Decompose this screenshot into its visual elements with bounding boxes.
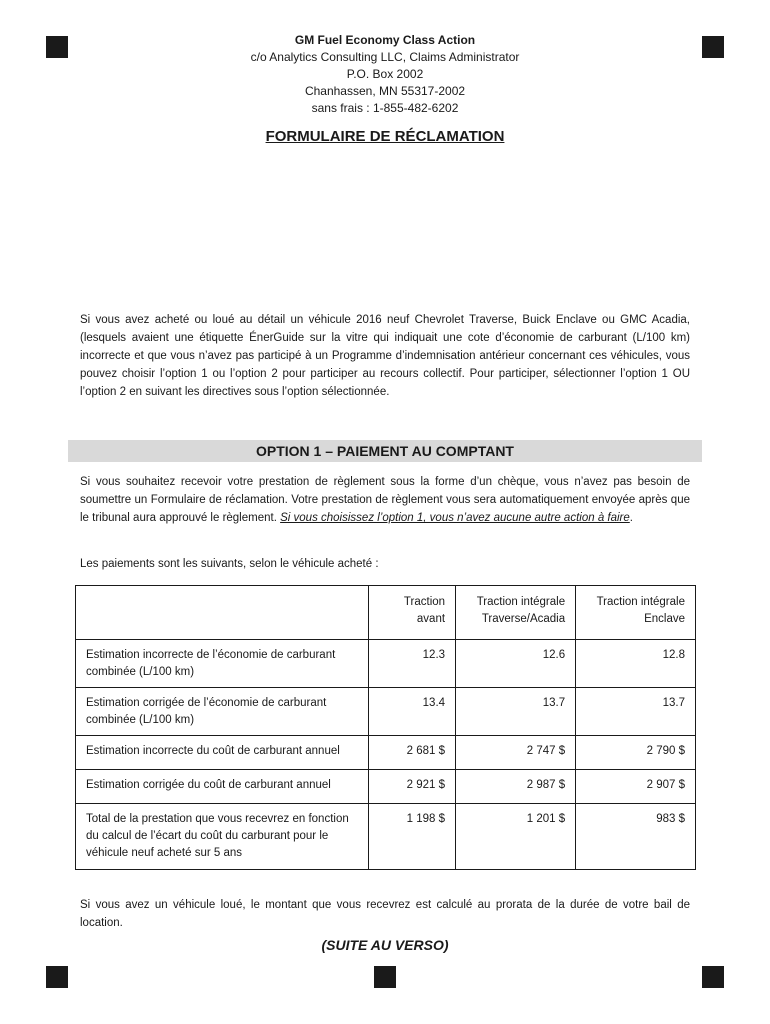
row-value: 12.8: [576, 640, 696, 688]
option-1-period: .: [629, 512, 633, 524]
registration-mark-bottom-right: [702, 966, 724, 988]
row-value: 2 790 $: [576, 736, 696, 770]
payment-table: [75, 585, 696, 870]
table-header-row: [76, 586, 696, 640]
row-value: 13.4: [368, 688, 456, 736]
table-header-cell: Traction intégrale Enclave: [576, 586, 696, 640]
row-value: 12.3: [368, 640, 456, 688]
table-header-cell: Traction avant: [368, 586, 456, 640]
row-value: 1 201 $: [456, 804, 576, 870]
lease-note: Si vous avez un véhicule loué, le montant que vous recevrez est calculé au prorata de la durée de votre bail de location.: [80, 899, 690, 929]
row-label: Estimation corrigée du coût de carburant annuel: [76, 770, 369, 804]
table-header-cell: Traction intégrale Traverse/Acadia: [456, 586, 576, 640]
registration-mark-bottom-left: [46, 966, 68, 988]
intro-paragraph: Si vous avez acheté ou loué au détail un véhicule 2016 neuf Chevrolet Traverse, Buick Enclave ou GMC Acadia,(lesquels avaient une étiquette ÉnerGuide sur la vitre qui indiquait une cote d’économie de carburant (L/100 km) incorrecte et que vous n’avez pas participé à un Programme d’indemnisation antérieur concernant ces véhicules, vous pouvez choisir l’option 1 ou l’option 2 pour participer au recours collectif. Pour participer, sélectionner l’option 1 OU l’option 2 en suivant les directives sous l’option sélectionnée.: [80, 314, 690, 398]
row-value: 2 681 $: [368, 736, 456, 770]
registration-mark-bottom-center: [374, 966, 396, 988]
option-1-paragraph: [80, 473, 690, 527]
row-value: 2 987 $: [456, 770, 576, 804]
option-1-title-bar: OPTION 1 – PAIEMENT AU COMPTANT: [68, 440, 702, 462]
table-row: [76, 688, 696, 736]
row-value: 13.7: [576, 688, 696, 736]
table-row: [76, 736, 696, 770]
option-1-emphasis: Si vous choisissez l’option 1, vous n’avez aucune autre action à faire: [280, 512, 630, 524]
row-value: 13.7: [456, 688, 576, 736]
table-row: [76, 770, 696, 804]
row-value: 2 907 $: [576, 770, 696, 804]
row-label: Estimation incorrecte du coût de carburant annuel: [76, 736, 369, 770]
row-value: 2 747 $: [456, 736, 576, 770]
row-value: 983 $: [576, 804, 696, 870]
address-line: Chanhassen, MN 55317-2002: [304, 84, 466, 98]
row-label: Total de la prestation que vous recevrez en fonction du calcul de l’écart du coût du carburant pour le véhicule neuf acheté sur 5 ans: [76, 804, 369, 870]
form-title: FORMULAIRE DE RÉCLAMATION: [265, 128, 505, 145]
row-label: Estimation incorrecte de l’économie de carburant combinée (L/100 km): [76, 640, 369, 688]
table-row: [76, 804, 696, 870]
option-1-text: Si vous souhaitez recevoir votre prestation de règlement sous la forme d’un chèque, vous n’avez pas besoin de soumettre un Formulaire de réclamation. Votre prestation de règlement vous sera automatiquement envoyée après que le tribunal aura approuvé le règlement.: [80, 476, 690, 524]
row-label: Estimation corrigée de l’économie de carburant combinée (L/100 km): [76, 688, 369, 736]
continued-on-back: (SUITE AU VERSO): [321, 937, 449, 953]
payments-intro: Les paiements sont les suivants, selon le véhicule acheté :: [80, 558, 379, 570]
address-line: P.O. Box 2002: [346, 67, 424, 81]
row-value: 12.6: [456, 640, 576, 688]
toll-free-phone: sans frais : 1-855-482-6202: [311, 101, 459, 115]
address-line: c/o Analytics Consulting LLC, Claims Administrator: [250, 50, 520, 64]
organization-name: GM Fuel Economy Class Action: [294, 33, 476, 47]
row-value: 1 198 $: [368, 804, 456, 870]
mailing-address-header: [0, 32, 770, 117]
table-row: [76, 640, 696, 688]
row-value: 2 921 $: [368, 770, 456, 804]
table-header-empty: [76, 586, 369, 640]
